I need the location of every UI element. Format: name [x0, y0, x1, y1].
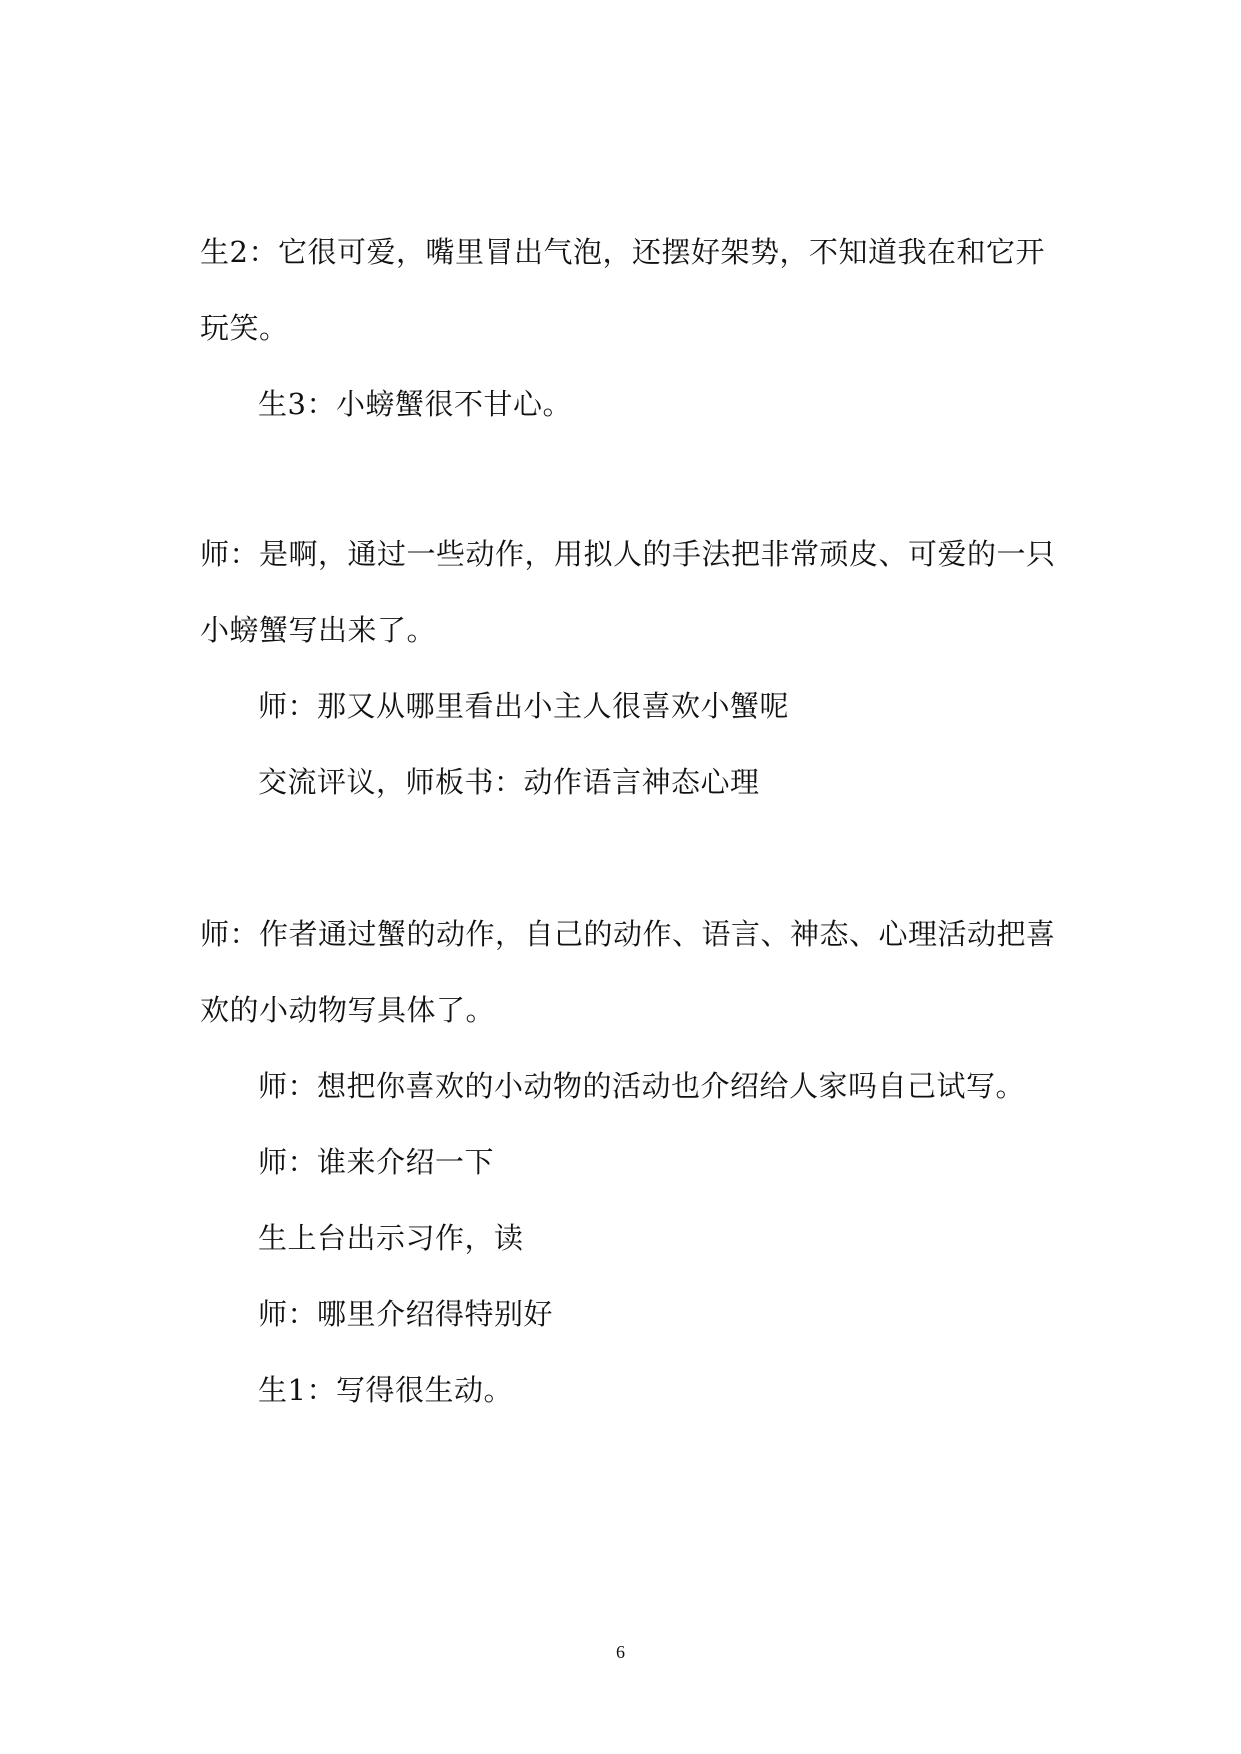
paragraph-line: 生上台出示习作，读	[258, 1221, 524, 1255]
paragraph-line: 欢的小动物写具体了。	[200, 993, 496, 1027]
paragraph-line: 师：哪里介绍得特别好	[258, 1297, 554, 1331]
paragraph-line: 小螃蟹写出来了。	[200, 613, 437, 647]
paragraph-line: 师：是啊，通过一些动作，用拟人的手法把非常顽皮、可爱的一只	[200, 537, 1056, 571]
paragraph-line: 师：那又从哪里看出小主人很喜欢小蟹呢	[258, 689, 790, 723]
paragraph-line: 师：谁来介绍一下	[258, 1145, 495, 1179]
paragraph-line: 交流评议，师板书：动作语言神态心理	[258, 765, 760, 799]
page-number: 6	[616, 1642, 625, 1662]
paragraph-line: 生3：小螃蟹很不甘心。	[258, 387, 572, 421]
paragraph-line: 师：想把你喜欢的小动物的活动也介绍给人家吗自己试写。	[258, 1069, 1026, 1103]
paragraph-line: 生2：它很可爱，嘴里冒出气泡，还摆好架势，不知道我在和它开	[200, 235, 1045, 269]
paragraph-line: 师：作者通过蟹的动作，自己的动作、语言、神态、心理活动把喜	[200, 917, 1056, 951]
paragraph-line: 玩笑。	[200, 311, 289, 345]
paragraph-line: 生1：写得很生动。	[258, 1373, 513, 1407]
